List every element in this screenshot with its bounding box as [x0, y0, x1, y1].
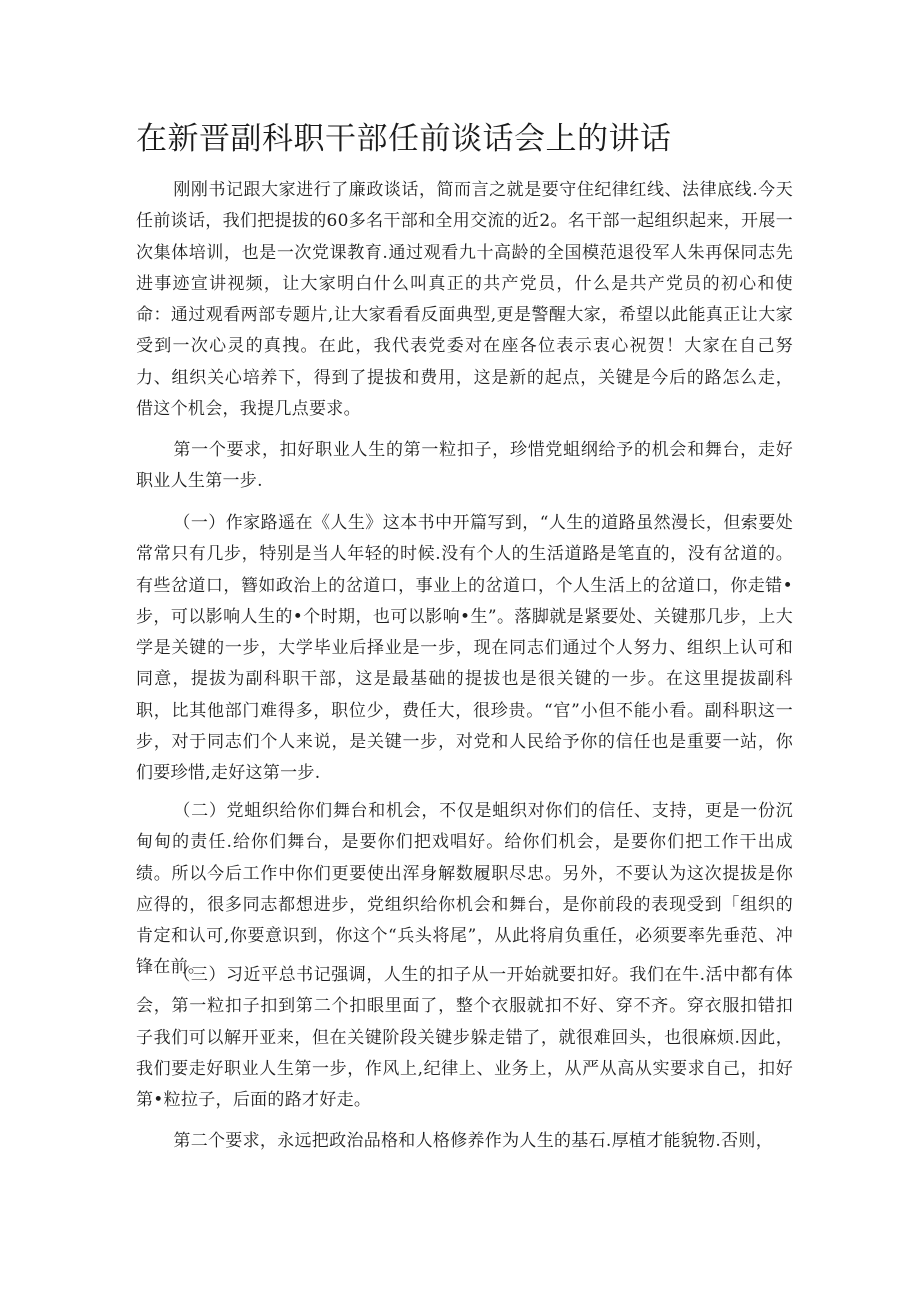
- document-title: 在新晋副科职干部任前谈话会上的讲话: [136, 121, 672, 157]
- paragraph-point-one: （一）作家路遥在《人生》这本书中开篇写到，“人生的道路虽然漫长，但索要处常常只有几步，特别是当人年轻的时候.没有个人的生活道路是笔直的，没有岔道的。有些岔道口，簪如政治上的岔道口，事业上的岔道口，个人生活上的岔道口，你走错•步，可以影响人生的•个时期，也可以影响•生”。落脚就是紧要处、关键那几步，上大学是关键的一步，大学毕业后择业是一步，现在同志们通过个人努力、组织上认可和同意，提拔为副科职干部，这是最基础的提拔也是很关键的一步。在这里提拔副科职，比其他部门难得多，职位少，费任大，很珍贵。“官”小但不能小看。副科职这一步，对于同志们个人来说，是关键一步，对党和人民给予你的信任也是重要一站，你们要珍惜,走好这第一步.: [136, 513, 793, 784]
- paragraph-first-requirement: 第一个要求，扣好职业人生的第一粒扣子，珍惜党蛆纲给予的机会和舞台，走好职业人生第一步.: [136, 440, 793, 492]
- paragraph-second-requirement: 第二个要求，永远把政治品格和人格修养作为人生的基石.厚植才能貌物.否则，: [173, 1131, 773, 1151]
- paragraph-point-two: （二）党蛆织给你们舞台和机会，不仅是蛆织对你们的信任、支持，更是一份沉甸甸的责任.给你们舞台，是要你们把戏唱好。给你们机会，是要你们把工作干出成绩。所以今后工作中你们更要使出浑身解数履职尽忠。另外，不要认为这次提拔是你应得的，很多同志都想进步，党组织给你机会和舞台，是你前段的表现受到「组织的肯定和认可,你要意识到，你这个“兵头将尾”，从此将肩负重任，必须要率先垂范、冲锋在前。: [136, 801, 793, 978]
- paragraph-opening: 刚刚书记跟大家进行了廉政谈话，简而言之就是要守住纪律红线、法律底线.今天任前谈话，我们把提拔的60多名干部和全用交流的近2。名干部一起组织起来，开展一次集体培训，也是一次党课教育.通过观看九十高龄的全国模范退役军人朱再保同志先进事迹宣讲视频，让大家明白什么叫真正的共产党员，什么是共产党员的初心和使命：通过观看两部专题片,让大家看看反面典型,更是警醒大家，希望以此能真正让大家受到一次心灵的真拽。在此，我代表党委对在座各位表示衷心祝贺！大家在自己努力、组织关心培养下，得到了提拔和费用，这是新的起点，关键是今后的路怎么走，借这个机会，我提几点要求。: [136, 180, 793, 420]
- paragraph-point-three: （三）习近平总书记强调，人生的扣子从一开始就要扣好。我们在牛.活中都有体会，第一粒扣子扣到第二个扣眼里面了，整个衣服就扣不好、穿不齐。穿衣服扣错扣子我们可以解开亚来，但在关键阶段关键步躲走错了，就很难回头，也很麻烦.因此，我们要走好职业人生第一步，作风上,纪律上、业务上，从严从高从实要求自己，扣好第•粒拉子，后面的路才好走。: [136, 965, 793, 1111]
